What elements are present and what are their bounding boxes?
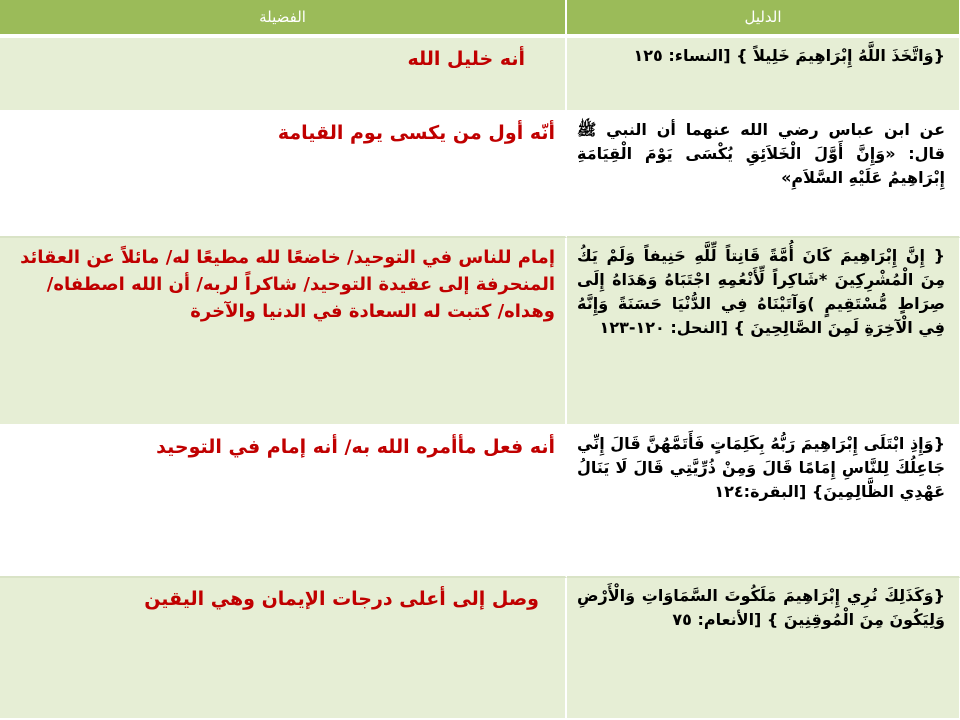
virtue-cell <box>0 426 567 578</box>
header-virtue: الفضيلة <box>0 0 567 36</box>
virtue-cell <box>0 112 567 238</box>
evidence-cell <box>567 112 960 238</box>
virtue-text: أنه فعل مأأمره الله به/ أنه إمام في التوحيد <box>156 436 555 458</box>
virtue-text: إمام للناس في التوحيد/ خاضعًا لله مطيعًا له/ مائلاً عن العقائد المنحرفة إلى عقيدة التوحيد/ شاكراً لربه/ أن الله اصطفاه/ وهداه/ كتبت له السعادة في الدنيا والآخرة <box>20 247 555 322</box>
virtue-text: أنه خليل الله <box>407 48 525 70</box>
table-row <box>0 38 960 112</box>
evidence-cell <box>567 238 960 426</box>
table-row <box>0 112 960 238</box>
evidence-cell <box>567 426 960 578</box>
virtue-cell <box>0 238 567 426</box>
evidence-cell <box>567 38 960 112</box>
evidence-text: {وَإِذِ ابْتَلَى إِبْرَاهِيمَ رَبُّهُ بِكَلِمَاتٍ فَأَتَمَّهُنَّ قَالَ إِنِّي جَاعِلُكَ لِلنَّاسِ إِمَامًا قَالَ وَمِنْ ذُرِّيَّتِي قَالَ لَا يَنَالُ عَهْدِي الظَّالِمِينَ} [البقرة:١٢٤ <box>577 434 945 501</box>
table-header-row <box>0 0 960 38</box>
evidence-text: {وَاتَّخَذَ اللَّهُ إِبْرَاهِيمَ خَلِيلاً } [النساء: ١٢٥ <box>633 46 945 65</box>
evidence-text: عن ابن عباس رضي الله عنهما أن النبي ﷺ قال: «وَإِنَّ أَوَّلَ الْخَلاَئِقِ يُكْسَى يَوْمَ الْقِيَامَةِ إِبْرَاهِيمُ عَلَيْهِ السَّلاَمِ» <box>577 120 945 187</box>
header-evidence: الدليل <box>567 0 960 36</box>
evidence-text: { إِنَّ إِبْرَاهِيمَ كَانَ أُمَّةً قَانِتاً لِّلَّهِ حَنِيفاً وَلَمْ يَكُ مِنَ الْمُشْرِكِينَ *شَاكِراً لِّأَنْعُمِهِ اجْتَبَاهُ وَهَدَاهُ إِلَى صِرَاطٍ مُّسْتَقِيمٍ )وَآتَيْنَاهُ فِي الدُّنْيَا حَسَنَةً وَإِنَّهُ فِي الْآخِرَةِ لَمِنَ الصَّالِحِينَ } [النحل: ١٢٠-١٢٣ <box>577 246 945 337</box>
virtue-cell <box>0 38 567 112</box>
virtue-cell <box>0 578 567 720</box>
virtue-text: وصل إلى أعلى درجات الإيمان وهي اليقين <box>144 588 539 610</box>
table-row <box>0 426 960 578</box>
evidence-cell <box>567 578 960 720</box>
table-row <box>0 578 960 720</box>
evidence-text: {وَكَذَلِكَ نُرِي إِبْرَاهِيمَ مَلَكُوتَ السَّمَاوَاتِ وَالْأَرْضِ وَلِيَكُونَ مِنَ الْمُوقِنِينَ } [الأنعام: ٧٥ <box>577 586 945 629</box>
table-row <box>0 238 960 426</box>
virtue-text: أنّه أول من يكسى يوم القيامة <box>277 122 555 144</box>
